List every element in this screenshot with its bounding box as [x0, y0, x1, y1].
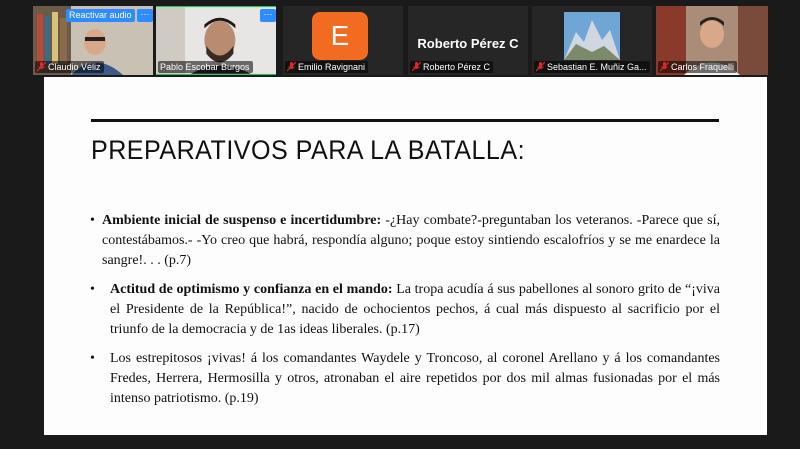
bullet-item [90, 280, 720, 340]
participant-strip [0, 0, 800, 76]
participant-name: Carlos Fraquelli [671, 62, 735, 72]
bullet-text: -¿Hay combate?-preguntaban los veteranos. -Parece que sí, contestábamos.- -Yo creo que habrá, respondía alguno; poque estoy sintiendo escalofríos y se me enardece la sangre!. . . (p.7) [102, 213, 720, 268]
slide-title: PREPARATIVOS PARA LA BATALLA: [91, 135, 526, 165]
mic-muted-icon [536, 62, 545, 72]
unmute-button[interactable]: Reactivar audio [66, 9, 135, 22]
participant-name-tag [35, 61, 104, 73]
mic-muted-icon [287, 62, 296, 72]
shared-slide [44, 77, 767, 435]
participant-tile-sebastian[interactable] [532, 6, 652, 75]
bullet-item [90, 349, 720, 409]
bullet-heading: Actitud de optimismo y confianza en el mando: [110, 282, 393, 297]
participant-name: Sebastian E. Muñiz Ga... [547, 62, 647, 72]
mic-muted-icon [412, 62, 421, 72]
participant-display-name: Roberto Pérez C [417, 36, 519, 51]
participant-name-tag [285, 61, 368, 73]
participant-avatar: E [312, 12, 368, 60]
participant-name-tag [534, 61, 650, 73]
participant-tile-pablo[interactable] [156, 6, 276, 75]
bullet-heading: Ambiente inicial de suspenso e incertidumbre: [102, 213, 382, 228]
title-divider [91, 119, 719, 122]
participant-name: Emilio Ravignani [298, 62, 366, 72]
participant-name-tag [158, 61, 253, 73]
bullet-list [90, 211, 720, 418]
participant-name-tag [658, 61, 737, 73]
bullet-dot: • [90, 282, 95, 297]
participant-tile-roberto[interactable] [408, 6, 528, 75]
bullet-dot: • [90, 213, 95, 228]
participant-name-tag [410, 61, 493, 73]
participant-tile-claudio[interactable] [33, 6, 153, 75]
bullet-item [90, 211, 720, 271]
more-options-button[interactable]: ··· [260, 9, 276, 22]
mic-muted-icon [37, 62, 46, 72]
bullet-text: La tropa acudía á sus pabellones al sonoro grito de “¡viva el Presidente de la República!”, nacido de ochocientos pechos, á cual más dispuesto al sacrificio por el triunfo de la democracia y de 1as ideas liberales. (p.17) [110, 282, 720, 337]
participant-name: Roberto Pérez C [423, 62, 491, 72]
mic-muted-icon [660, 62, 669, 72]
participant-name: Pablo Escobar Burgos [160, 62, 250, 72]
participant-tile-carlos[interactable] [656, 6, 768, 75]
more-options-button[interactable]: ··· [137, 9, 153, 22]
bullet-text: Los estrepitosos ¡vivas! á los comandantes Waydele y Troncoso, al coronel Arellano y á los comandantes Fredes, Herrera, Hermosilla y otros, atronaban el aire repetidos por dos mil almas fusionadas por el más intenso patriotismo. (p.19) [110, 351, 720, 406]
participant-name: Claudio Véliz [48, 62, 101, 72]
participant-tile-emilio[interactable] [283, 6, 403, 75]
bullet-dot: • [90, 351, 95, 366]
